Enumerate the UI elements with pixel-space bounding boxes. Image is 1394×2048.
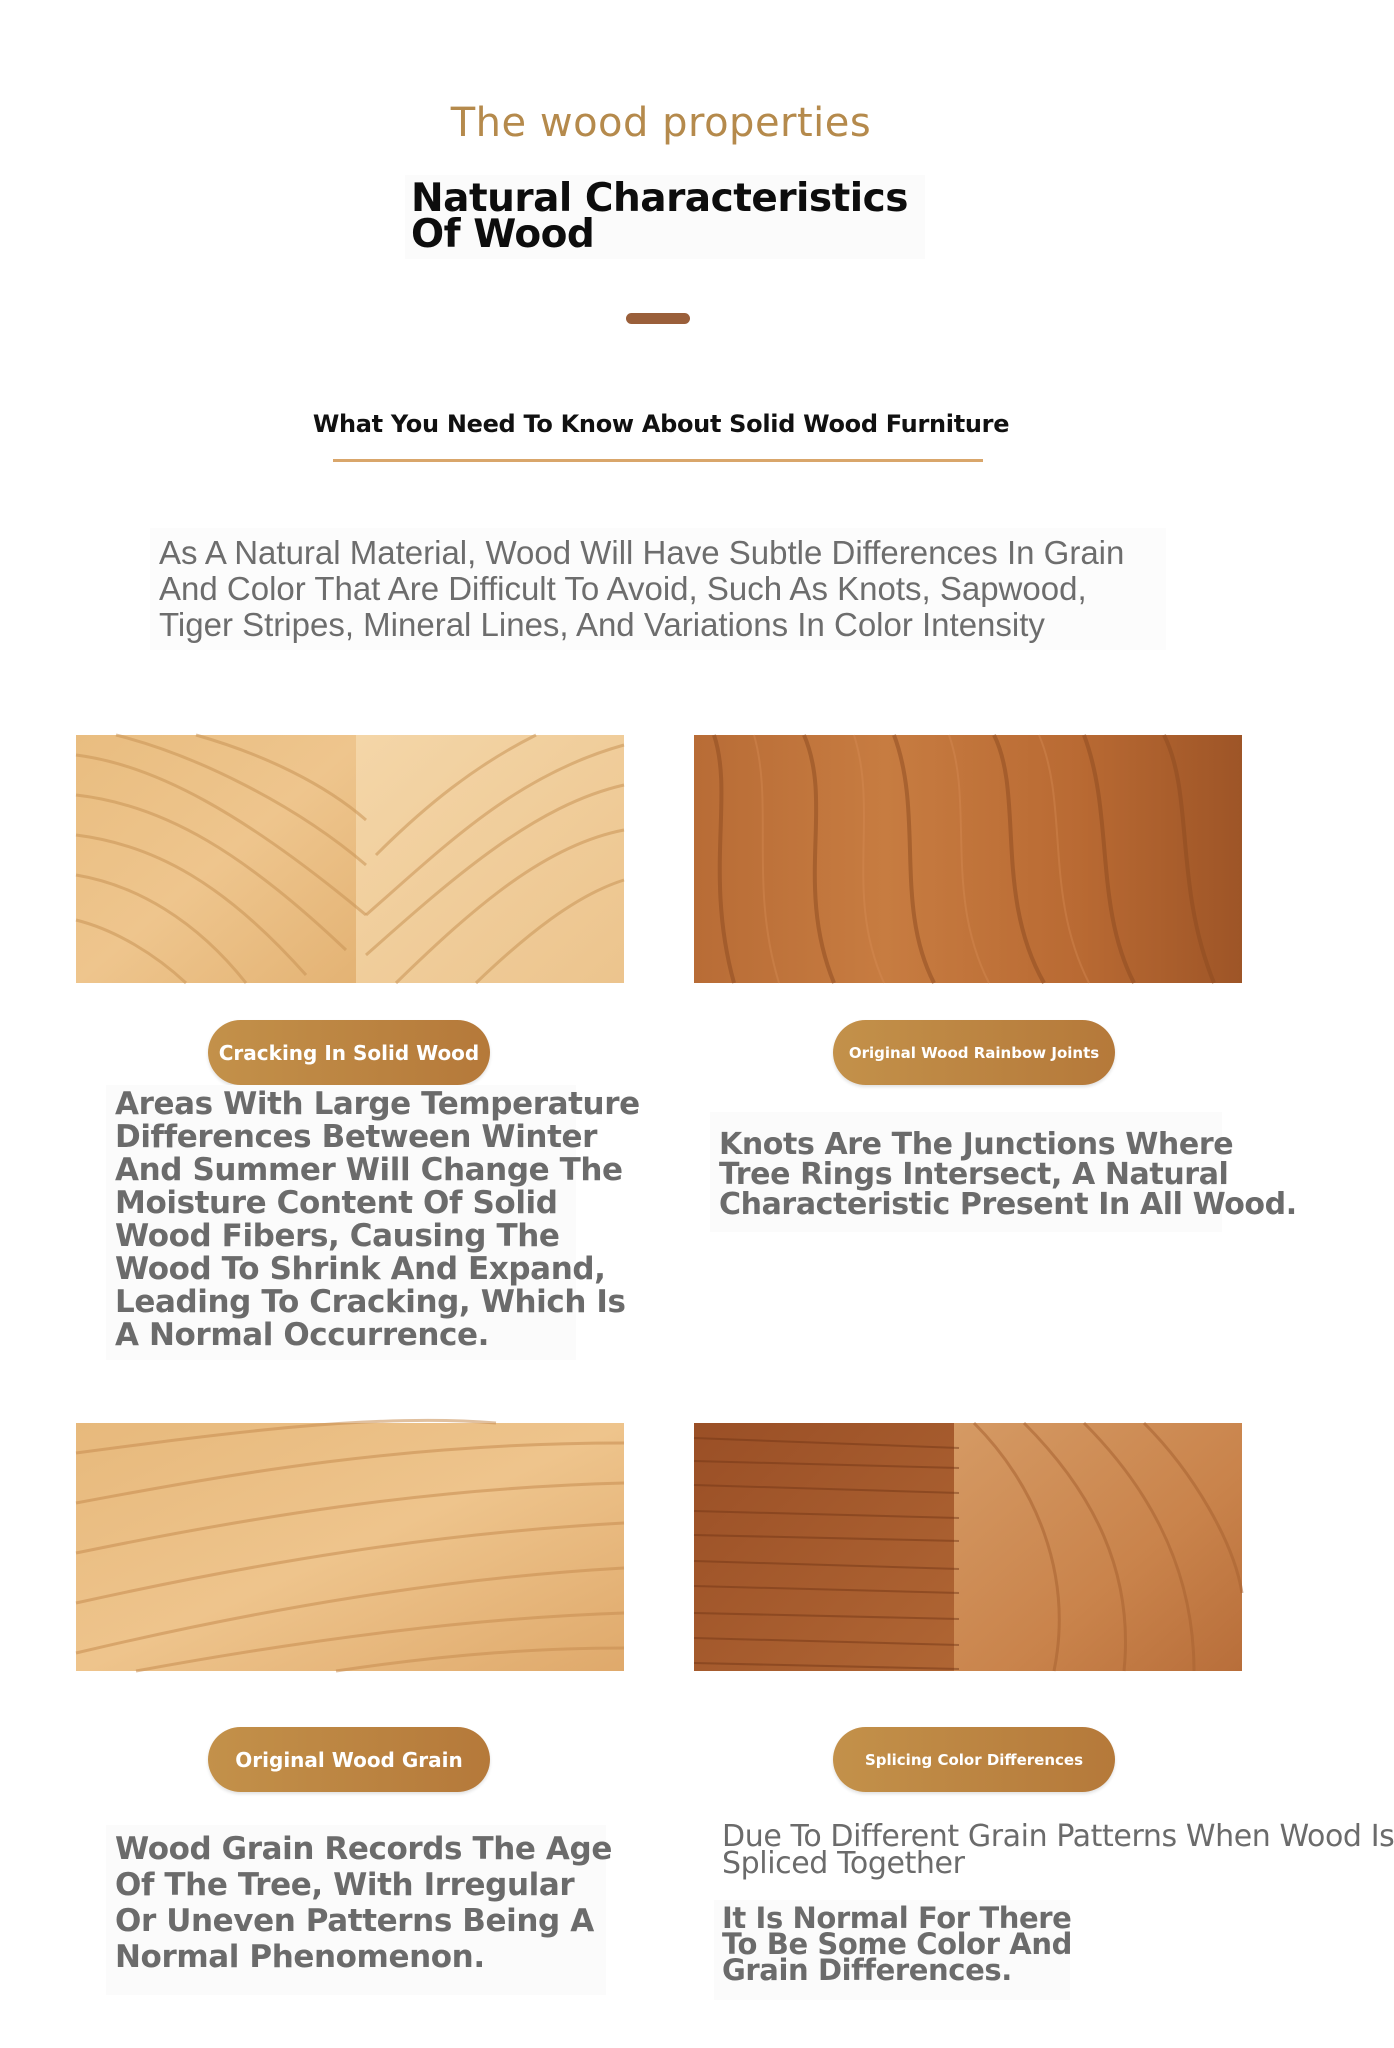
intro-line-2: And Color That Are Difficult To Avoid, Such As Knots, Sapwood, <box>159 570 1087 607</box>
cracking-line: A Normal Occurrence. <box>115 1317 489 1353</box>
cracking-line: Leading To Cracking, Which Is <box>115 1284 626 1320</box>
splicing-line: It Is Normal For There <box>722 1901 1072 1935</box>
section-eyebrow: The wood properties <box>450 100 872 146</box>
accent-divider <box>626 313 690 324</box>
wood-grain-line: Normal Phenomenon. <box>115 1939 485 1975</box>
wood-grain-label-pill: Original Wood Grain <box>208 1727 490 1792</box>
splicing-intro-line: Spliced Together <box>722 1846 965 1881</box>
rainbow-joints-photo <box>694 735 1242 983</box>
wood-grain-line: Of The Tree, With Irregular <box>115 1867 575 1903</box>
splicing-description <box>722 1901 1072 1987</box>
splicing-line: Grain Differences. <box>722 1953 1012 1987</box>
rainbow-joints-line: Knots Are The Junctions Where <box>719 1127 1234 1162</box>
rainbow-joints-label-pill: Original Wood Rainbow Joints <box>833 1020 1115 1085</box>
wood-grain-line: Wood Grain Records The Age <box>115 1831 612 1867</box>
cracking-line: Wood Fibers, Causing The <box>115 1218 560 1254</box>
rainbow-joints-line: Characteristic Present In All Wood. <box>719 1187 1297 1222</box>
intro-line-3: Tiger Stripes, Mineral Lines, And Variations In Color Intensity <box>159 606 1045 643</box>
cracking-line: Areas With Large Temperature <box>115 1086 640 1122</box>
splicing-intro-line: Due To Different Grain Patterns When Wood Is <box>722 1819 1394 1854</box>
rainbow-joints-line: Tree Rings Intersect, A Natural <box>719 1157 1229 1192</box>
cracking-label-pill: Cracking In Solid Wood <box>208 1020 490 1085</box>
title-line-1: Natural Characteristics <box>411 176 908 221</box>
splicing-photo <box>694 1423 1242 1671</box>
splicing-line: To Be Some Color And <box>722 1927 1072 1961</box>
wood-grain-description <box>115 1831 612 1975</box>
cracking-line: And Summer Will Change The <box>115 1152 623 1188</box>
rainbow-joints-description <box>719 1127 1297 1222</box>
intro-paragraph <box>159 535 1169 643</box>
subheading-underline <box>333 459 983 462</box>
splicing-label-pill: Splicing Color Differences <box>833 1727 1115 1792</box>
cracking-description <box>115 1088 640 1352</box>
wood-grain-line: Or Uneven Patterns Being A <box>115 1903 594 1939</box>
cracking-wood-photo <box>76 735 624 983</box>
page-title <box>411 176 908 257</box>
cracking-line: Moisture Content Of Solid <box>115 1185 558 1221</box>
intro-line-1: As A Natural Material, Wood Will Have Subtle Differences In Grain <box>159 534 1125 571</box>
subheading: What You Need To Know About Solid Wood Furniture <box>312 410 1010 438</box>
cracking-line: Wood To Shrink And Expand, <box>115 1251 606 1287</box>
cracking-line: Differences Between Winter <box>115 1119 598 1155</box>
splicing-intro <box>722 1819 1394 1881</box>
title-line-2: Of Wood <box>411 212 595 257</box>
wood-grain-photo <box>76 1423 624 1671</box>
